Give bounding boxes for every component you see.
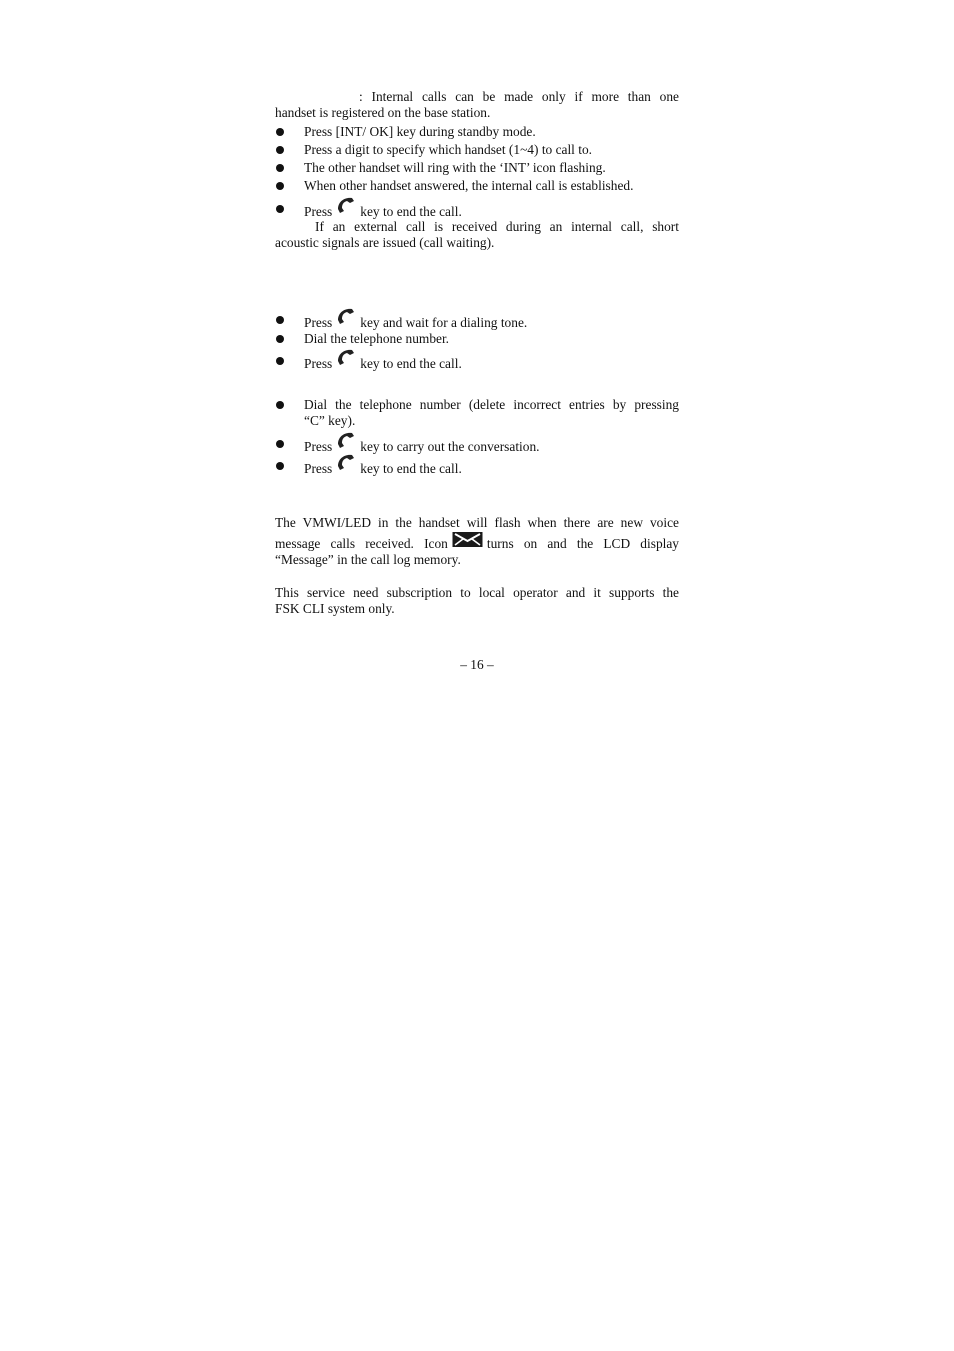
- intercom-note-line2: handset is registered on the base station.: [275, 105, 491, 120]
- intercom-note: [275, 89, 679, 121]
- bullet-icon: [276, 401, 284, 409]
- phone-handset-icon: [336, 312, 356, 328]
- bullet-icon: [276, 164, 284, 172]
- intercom-note-line1: : Internal calls can be made only if more than one: [359, 89, 679, 104]
- phone-handset-icon: [336, 353, 356, 369]
- phone-handset-icon: [336, 201, 356, 217]
- call-waiting-note: If an external call is received during an internal call, short acoustic signals are issued (call waiting).: [275, 219, 679, 250]
- envelope-message-icon: [452, 535, 483, 549]
- bullet-icon: [276, 462, 284, 470]
- phone-handset-icon: [336, 458, 356, 474]
- phone-handset-icon: [336, 436, 356, 452]
- bullet-icon: [276, 128, 284, 136]
- subscription-paragraph: This service need subscription to local operator and it supports the FSK CLI system only.: [275, 585, 679, 616]
- bullet-icon: [276, 335, 284, 343]
- bullet-icon: [276, 205, 284, 213]
- vmwi-paragraph: The VMWI/LED in the handset will flash when there are new voice message calls received. Icon turns on and the LCD display “Message” in the call log memory.: [275, 515, 679, 567]
- bullet-icon: [276, 440, 284, 448]
- bullet-icon: [276, 146, 284, 154]
- bullet-icon: [276, 182, 284, 190]
- page-number: – 16 –: [460, 657, 494, 672]
- bullet-icon: [276, 316, 284, 324]
- bullet-icon: [276, 357, 284, 365]
